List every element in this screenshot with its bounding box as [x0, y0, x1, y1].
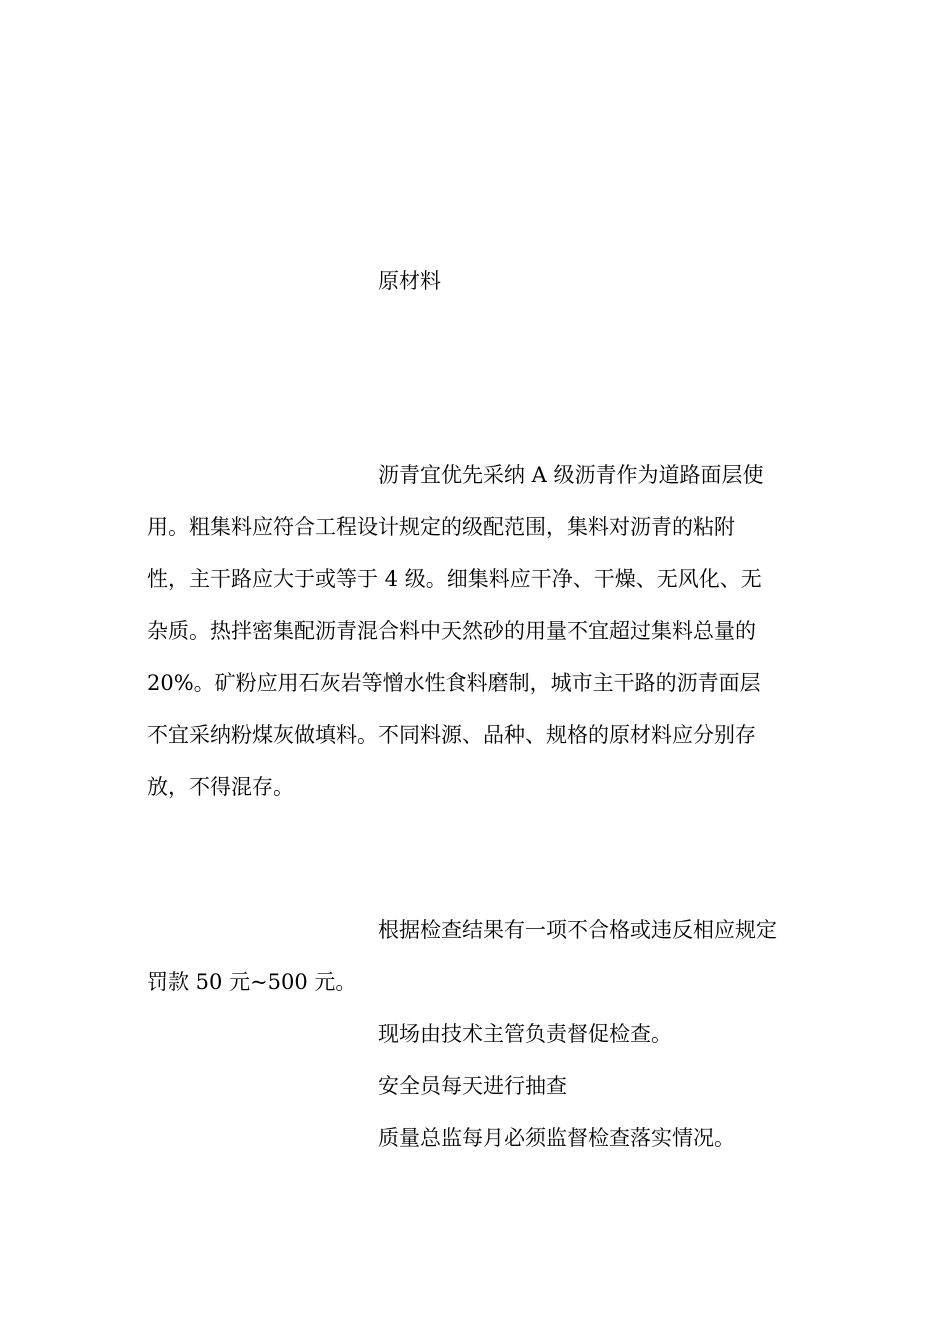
- paragraph1-line-1: 沥青宜优先采纳 A 级沥青作为道路面层使: [378, 463, 764, 487]
- safety-officer-line: 安全员每天进行抽查: [378, 1074, 567, 1098]
- paragraph1-line-3: 性，主干路应大于或等于 4 级。细集料应干净、干燥、无风化、无: [147, 567, 762, 591]
- paragraph1-line-7: 放，不得混存。: [147, 775, 294, 799]
- paragraph1-line-6: 不宜采纳粉煤灰做填料。不同料源、品种、规格的原材料应分别存: [147, 723, 756, 747]
- paragraph1-line-2: 用。粗集料应符合工程设计规定的级配范围，集料对沥青的粘附: [147, 515, 735, 539]
- quality-director-line: 质量总监每月必须监督检查落实情况。: [378, 1126, 735, 1150]
- paragraph2-line-2: 罚款 50 元~500 元。: [147, 970, 357, 994]
- paragraph2-line-1: 根据检查结果有一项不合格或违反相应规定: [378, 918, 777, 942]
- paragraph1-line-4: 杂质。热拌密集配沥青混合料中天然砂的用量不宜超过集料总量的: [147, 619, 756, 643]
- section-heading: 原材料: [378, 269, 441, 293]
- paragraph1-line-5: 20%。矿粉应用石灰岩等憎水性食料磨制，城市主干路的沥青面层: [147, 671, 761, 695]
- supervision-line: 现场由技术主管负责督促检查。: [378, 1022, 672, 1046]
